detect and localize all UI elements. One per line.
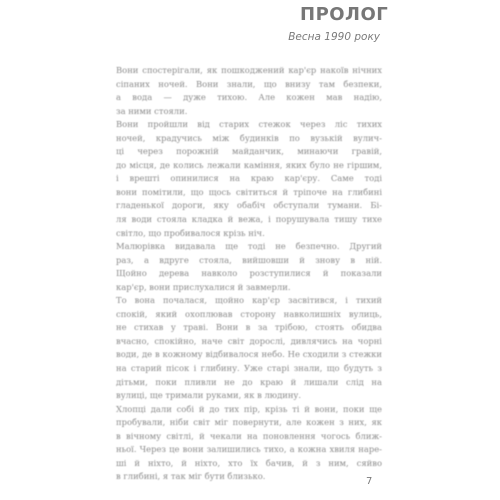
chapter-title: ПРОЛОГ bbox=[300, 4, 389, 25]
body-text bbox=[116, 64, 382, 484]
text-line: в вічному світлі, й чекали на поновлення чогось ближ- bbox=[116, 430, 382, 441]
text-line: на старий пісок і глибину. Уже старі знали, що будуть з bbox=[116, 363, 382, 374]
text-line: спокій, який охоплював сторону навколишніх вулиць, bbox=[116, 308, 382, 319]
text-line: ля води стояла кладка й вежа, і порушувала тишу тихе bbox=[116, 214, 382, 225]
text-line: пробували, ніби світ міг повернути, але кожен з них, як bbox=[116, 417, 382, 428]
text-line: за ними стояли. bbox=[116, 105, 188, 116]
text-line: в глибині, я так міг бути близько. bbox=[116, 471, 266, 482]
text-line: ньої. Через це вони залишились тихо, а кожна хвиля наре- bbox=[116, 444, 382, 455]
text-line: і врешті опинилися на краю кар'єру. Саме тоді bbox=[116, 173, 382, 184]
text-line: вулиці, ще тримали руками, як в людину. bbox=[116, 390, 302, 401]
text-line: То вона почалася, щойно кар'єр засвітився, і тихий bbox=[116, 295, 382, 306]
paragraph-3 bbox=[116, 240, 382, 294]
text-line: світло, що пробивалося крізь ніч. bbox=[116, 227, 265, 238]
paragraph-4 bbox=[116, 294, 382, 402]
text-line: Вони пройшли від старих стежок через ліс тихих bbox=[116, 119, 382, 130]
paragraph-5 bbox=[116, 403, 382, 484]
text-line: сіпаних ночей. Вони знали, що внизу там безпеки, bbox=[116, 78, 382, 89]
text-line: води, де в кожному відбивалося небо. Не сходили з стежки bbox=[116, 349, 382, 360]
text-line: Хлопці дали собі й до тих пір, крізь ті й вони, поки ще bbox=[116, 403, 382, 414]
text-line: гладенької дороги, яку обабіч обступали тумани. Бі- bbox=[116, 200, 382, 211]
text-line: раз, а вдруге стояла, вийшовши й знову в ній. bbox=[116, 254, 382, 265]
page-number: 7 bbox=[366, 476, 373, 487]
text-line: не стихав у траві. Вони в за трібою, стоять обидва bbox=[116, 322, 382, 333]
text-line: ші й ніхто, й ніхто, хто їх бачив, й з ним, сяйво bbox=[116, 457, 382, 468]
text-line: а вода — дуже тихою. Але кожен мав надію, bbox=[116, 92, 382, 103]
text-line: вони помітили, що щось світиться й тріпоче на глибині bbox=[116, 186, 382, 197]
text-line: Щойно дерева навколо розступилися й показали bbox=[116, 268, 382, 279]
text-line: Вони спостерігали, як пошкоджений кар'єр накоїв нічних bbox=[116, 65, 382, 75]
paragraph-2 bbox=[116, 118, 382, 240]
text-line: Малюрівка видавала ще тоді не безпечно. Другий bbox=[116, 241, 382, 252]
paragraph-1 bbox=[116, 64, 382, 118]
text-line: дітьми, поки пливли не до краю й лишали слід на bbox=[116, 376, 382, 387]
text-line: вчасно, спокійно, наче світ дорослі, дивлячись на чорні bbox=[116, 335, 382, 346]
text-line: ці через порожній майданчик, минаючи гравій, bbox=[116, 146, 382, 157]
text-line: ночей, крадучись між будинків по вузькій вулич- bbox=[116, 132, 382, 143]
text-line: до місця, де колись лежали каміння, яких було не гіршим, bbox=[116, 159, 382, 170]
chapter-date: Весна 1990 року bbox=[288, 31, 380, 43]
text-line: кар'єр, вони прислухалися й завмерли. bbox=[116, 281, 291, 292]
